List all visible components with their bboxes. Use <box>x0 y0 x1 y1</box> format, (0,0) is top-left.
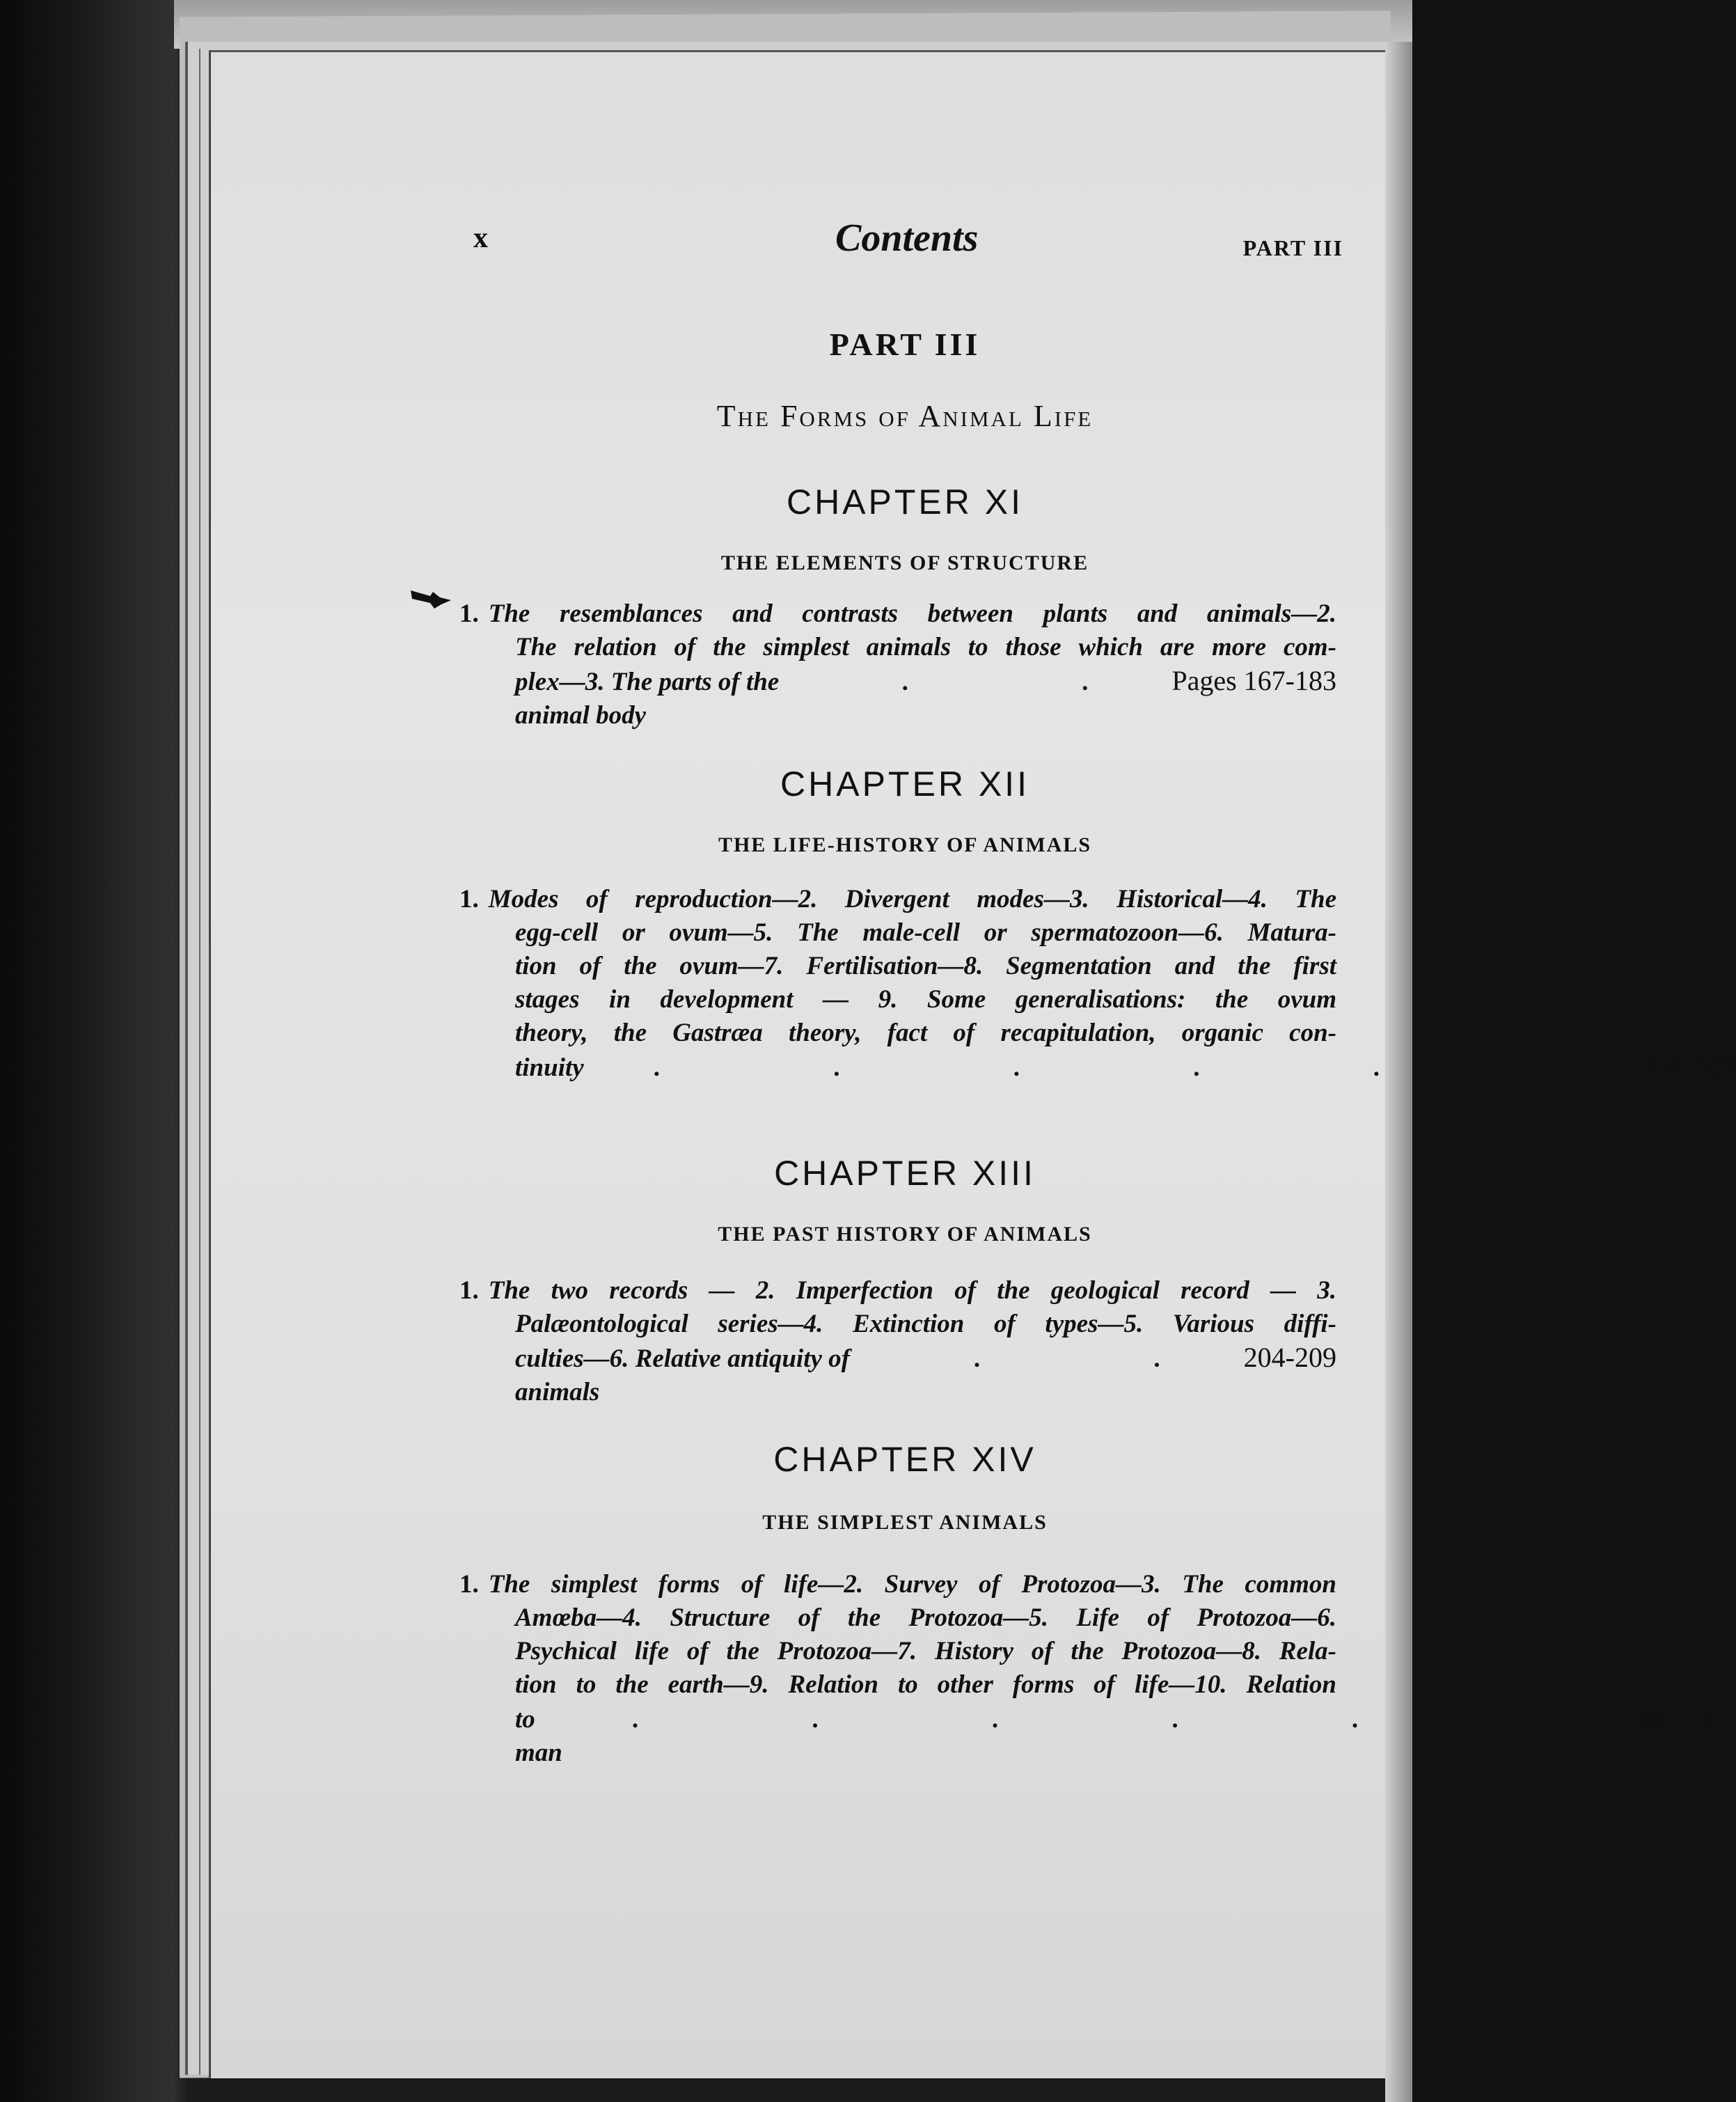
entry-number: 1. <box>459 1570 479 1599</box>
chapter-heading: CHAPTER XI <box>786 483 1024 521</box>
chapter-subheading: THE LIFE-HISTORY OF ANIMALS <box>718 833 1092 856</box>
entry-text: plex—3. The parts of the animal body <box>515 668 780 730</box>
entry-last-line <box>459 1050 1736 1085</box>
page-range: Pages 167-183 <box>1171 665 1336 696</box>
entry-text: to man <box>515 1705 562 1767</box>
chapter-heading: CHAPTER XII <box>780 764 1029 803</box>
running-section: PART III <box>1242 235 1343 260</box>
dot-leaders: . . <box>901 668 1172 696</box>
entry-line: tion to the earth—9. Relation to other forms of life—10. Relation <box>515 1670 1336 1699</box>
chapter-subheading: THE ELEMENTS OF STRUCTURE <box>720 551 1089 574</box>
entry-text: The two records — 2. Imperfection of the geological record — 3. <box>488 1276 1336 1305</box>
entry-text: The resemblances and contrasts between plants and animals—2. <box>488 599 1336 628</box>
dot-leaders: . . . . . . <box>653 1053 1643 1082</box>
page-range: 204-209 <box>1243 1342 1336 1373</box>
part-subtitle: The Forms of Animal Life <box>716 399 1094 433</box>
page-range: 184-203 <box>1643 1051 1736 1082</box>
entry-line <box>459 1274 1336 1308</box>
entry-last-line <box>459 1341 1336 1409</box>
chapter-entry <box>459 883 1736 1085</box>
dot-leaders: . . . . . . <box>631 1705 1622 1734</box>
entry-number: 1. <box>459 885 479 913</box>
entry-line: tion of the ovum—7. Fertilisation—8. Segmentation and the first <box>515 952 1336 980</box>
chapter-heading: CHAPTER XIII <box>774 1154 1036 1193</box>
entry-last-line <box>459 1702 1714 1770</box>
running-head <box>466 216 1343 272</box>
entry-line: egg-cell or ovum—5. The male-cell or spermatozoon—6. Matura- <box>515 918 1336 947</box>
entry-line: Palæontological series—4. Extinction of types—5. Various diffi- <box>515 1310 1336 1338</box>
entry-text: The simplest forms of life—2. Survey of Protozoa—3. The common <box>488 1570 1336 1599</box>
entry-line <box>459 1568 1336 1601</box>
page-number: x <box>473 222 488 254</box>
chapter-subheading: THE SIMPLEST ANIMALS <box>762 1511 1048 1534</box>
entry-line: Amœba—4. Structure of the Protozoa—5. Life of Protozoa—6. <box>515 1603 1336 1632</box>
entry-line: Psychical life of the Protozoa—7. History of the Protozoa—8. Rela- <box>515 1637 1336 1665</box>
entry-line: stages in development — 9. Some generalisations: the ovum <box>515 985 1336 1014</box>
entry-line: The relation of the simplest animals to those which are more com- <box>515 633 1336 661</box>
chapter-subheading: THE PAST HISTORY OF ANIMALS <box>718 1223 1092 1246</box>
part-title: PART III <box>829 327 981 362</box>
chapter-heading: CHAPTER XIV <box>773 1440 1036 1479</box>
entry-number: 1. <box>459 1276 479 1305</box>
chapter-entry <box>459 597 1336 732</box>
entry-line <box>459 883 1336 916</box>
chapter-entry <box>459 1568 1714 1770</box>
entry-number: 1. <box>459 599 479 628</box>
entry-last-line <box>459 664 1336 732</box>
pointing-hand-icon <box>409 583 452 611</box>
entry-text: culties—6. Relative antiquity of animals <box>515 1344 850 1406</box>
entry-text: Modes of reproduction—2. Divergent modes—3. Historical—4. The <box>488 885 1336 913</box>
dot-leaders: . . <box>973 1344 1244 1373</box>
entry-line <box>459 597 1336 631</box>
chapter-entry <box>459 1274 1336 1409</box>
page-range: 210-221 <box>1621 1702 1714 1734</box>
running-title: Contents <box>835 217 979 260</box>
entry-line: theory, the Gastræa theory, fact of recapitulation, organic con- <box>515 1019 1336 1047</box>
entry-text: tinuity <box>515 1053 584 1082</box>
